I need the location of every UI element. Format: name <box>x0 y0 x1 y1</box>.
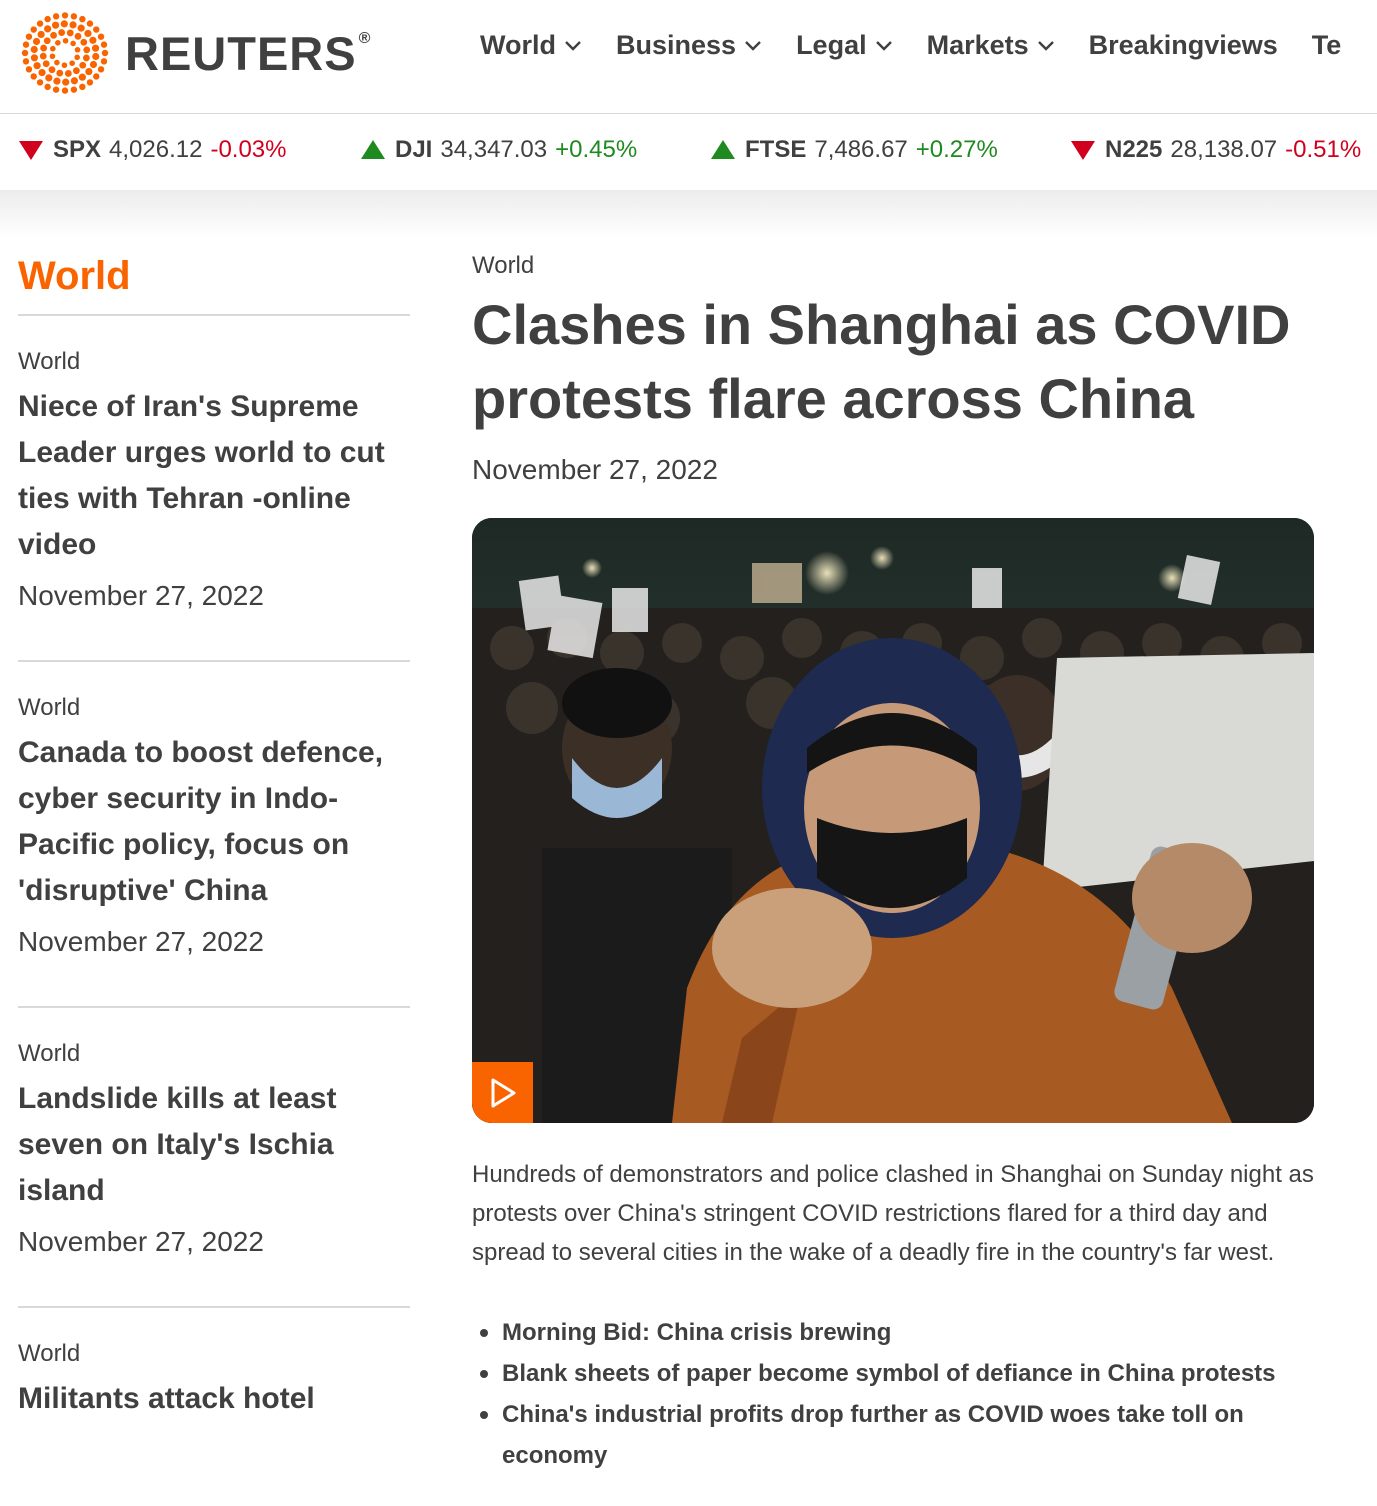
story-kicker[interactable]: World <box>18 1040 81 1067</box>
main-nav <box>480 30 1375 61</box>
chevron-down-icon <box>744 40 762 52</box>
main-article <box>472 252 1314 1476</box>
reuters-logo[interactable] <box>17 8 371 98</box>
down-arrow-icon <box>1070 139 1096 161</box>
article-photo[interactable] <box>472 518 1314 1123</box>
story-kicker[interactable]: World <box>18 694 81 721</box>
article-headline[interactable]: Clashes in Shanghai as COVID protests flare across China <box>472 293 1291 430</box>
ticker-item-ftse[interactable]: FTSE 7,486.67 +0.27% <box>710 136 998 164</box>
sidebar-title[interactable]: World <box>18 246 410 316</box>
nav-item-legal[interactable]: Legal <box>796 30 893 61</box>
chevron-down-icon <box>564 40 582 52</box>
article-kicker[interactable]: World <box>472 252 535 279</box>
related-link[interactable]: China's industrial profits drop further as COVID woes take toll on economy <box>478 1394 1314 1476</box>
story-date: November 27, 2022 <box>18 926 264 957</box>
sidebar-story[interactable] <box>18 348 410 662</box>
up-arrow-icon <box>710 139 736 161</box>
header-shadow <box>0 190 1377 238</box>
ticker-item-n225[interactable]: N225 28,138.07 -0.51% <box>1070 136 1361 164</box>
nav-item-breakingviews[interactable]: Breakingviews <box>1088 30 1278 60</box>
protest-photo-image <box>472 518 1314 1123</box>
ticker-item-spx[interactable]: SPX 4,026.12 -0.03% <box>18 136 287 164</box>
story-kicker[interactable]: World <box>18 1340 81 1367</box>
sidebar-story[interactable] <box>18 694 410 1008</box>
up-arrow-icon <box>360 139 386 161</box>
sidebar-story[interactable] <box>18 1040 410 1308</box>
story-headline[interactable]: Niece of Iran's Supreme Leader urges world to cut ties with Tehran -online video <box>18 390 385 561</box>
nav-item-business[interactable]: Business <box>616 30 762 61</box>
chevron-down-icon <box>875 40 893 52</box>
nav-item-world[interactable]: World <box>480 30 582 61</box>
nav-item-technology[interactable]: Te <box>1311 30 1342 60</box>
related-links <box>478 1312 1314 1476</box>
play-video-button[interactable] <box>472 1062 533 1123</box>
site-header <box>0 0 1377 114</box>
nav-item-markets[interactable]: Markets <box>927 30 1055 61</box>
related-link[interactable]: Morning Bid: China crisis brewing <box>478 1312 1314 1353</box>
story-headline[interactable]: Militants attack hotel <box>18 1382 315 1415</box>
play-icon <box>486 1076 520 1110</box>
story-headline[interactable]: Canada to boost defence, cyber security in Indo-Pacific policy, focus on 'disruptive' China <box>18 736 384 907</box>
sidebar-world <box>18 246 410 1422</box>
story-kicker[interactable]: World <box>18 348 81 375</box>
related-link[interactable]: Blank sheets of paper become symbol of defiance in China protests <box>478 1353 1314 1394</box>
down-arrow-icon <box>18 139 44 161</box>
story-date: November 27, 2022 <box>18 580 264 611</box>
story-headline[interactable]: Landslide kills at least seven on Italy's Ischia island <box>18 1082 337 1207</box>
story-date: November 27, 2022 <box>18 1226 264 1257</box>
article-summary: Hundreds of demonstrators and police clashed in Shanghai on Sunday night as protests over China's stringent COVID restrictions flared for a third day and spread to several cities in the wake of a deadly fire in the country's far west. <box>472 1161 1314 1266</box>
reuters-logo-icon <box>17 8 113 98</box>
market-ticker <box>0 114 1377 190</box>
sidebar-story[interactable] <box>18 1340 410 1422</box>
chevron-down-icon <box>1037 40 1055 52</box>
brand-name: REUTERS ® <box>125 26 372 80</box>
article-date: November 27, 2022 <box>472 454 718 485</box>
ticker-item-dji[interactable]: DJI 34,347.03 +0.45% <box>360 136 637 164</box>
